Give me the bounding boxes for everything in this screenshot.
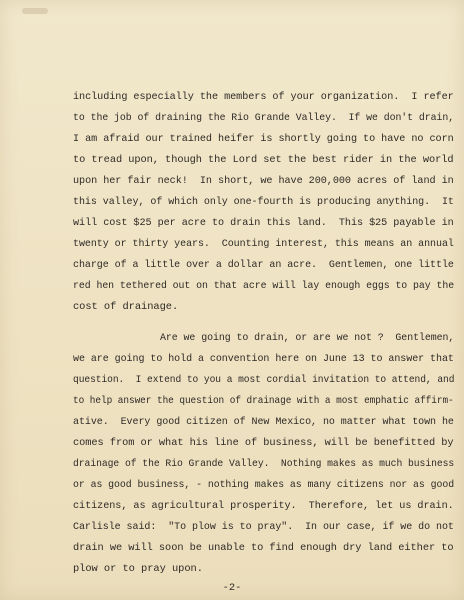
text-line: Are we going to drain, or are we not ? Gentlemen,	[160, 332, 455, 344]
text-line: twenty or thirty years. Counting interest, this means an annual	[73, 238, 454, 250]
text-line: will cost $25 per acre to drain this land. This $25 payable in	[73, 217, 454, 229]
text-line: Carlisle said: "To plow is to pray". In our case, if we do not	[73, 521, 454, 533]
text-line: or as good business, - nothing makes as many citizens nor as good	[73, 479, 455, 491]
text-line: this valley, of which only one-fourth is producing anything. It	[73, 196, 454, 208]
text-line: comes from or what his line of business, will be benefitted by	[73, 437, 454, 449]
text-line: to the job of draining the Rio Grande Valley. If we don't drain,	[73, 112, 455, 124]
text-line: to help answer the question of drainage with a most emphatic affirm-	[73, 395, 454, 407]
text-line: upon her fair neck! In short, we have 200,000 acres of land in	[73, 175, 454, 187]
text-line: ative. Every good citizen of New Mexico, no matter what town he	[73, 416, 454, 428]
text-line: drain we will soon be unable to find enough dry land either to	[73, 542, 454, 554]
page-number: -2-	[222, 582, 242, 594]
text-line: red hen tethered out on that acre will lay enough eggs to pay the	[73, 280, 455, 292]
text-line: I am afraid our trained heifer is shortly going to have no corn	[73, 133, 454, 145]
text-line: including especially the members of your organization. I refer	[73, 91, 454, 103]
text-line: to tread upon, though the Lord set the best rider in the world	[73, 154, 454, 166]
text-line: question. I extend to you a most cordial invitation to attend, and	[73, 374, 455, 386]
text-line: charge of a little over a dollar an acre. Gentlemen, one little	[73, 259, 454, 271]
paper-mark	[22, 8, 48, 14]
text-line: drainage of the Rio Grande Valley. Nothing makes as much business	[73, 458, 455, 470]
text-line: citizens, as agricultural prosperity. Therefore, let us drain.	[73, 500, 454, 512]
text-line: plow or to pray upon.	[73, 563, 203, 575]
text-line: cost of drainage.	[73, 301, 179, 313]
text-line: we are going to hold a convention here on June 13 to answer that	[73, 353, 454, 365]
